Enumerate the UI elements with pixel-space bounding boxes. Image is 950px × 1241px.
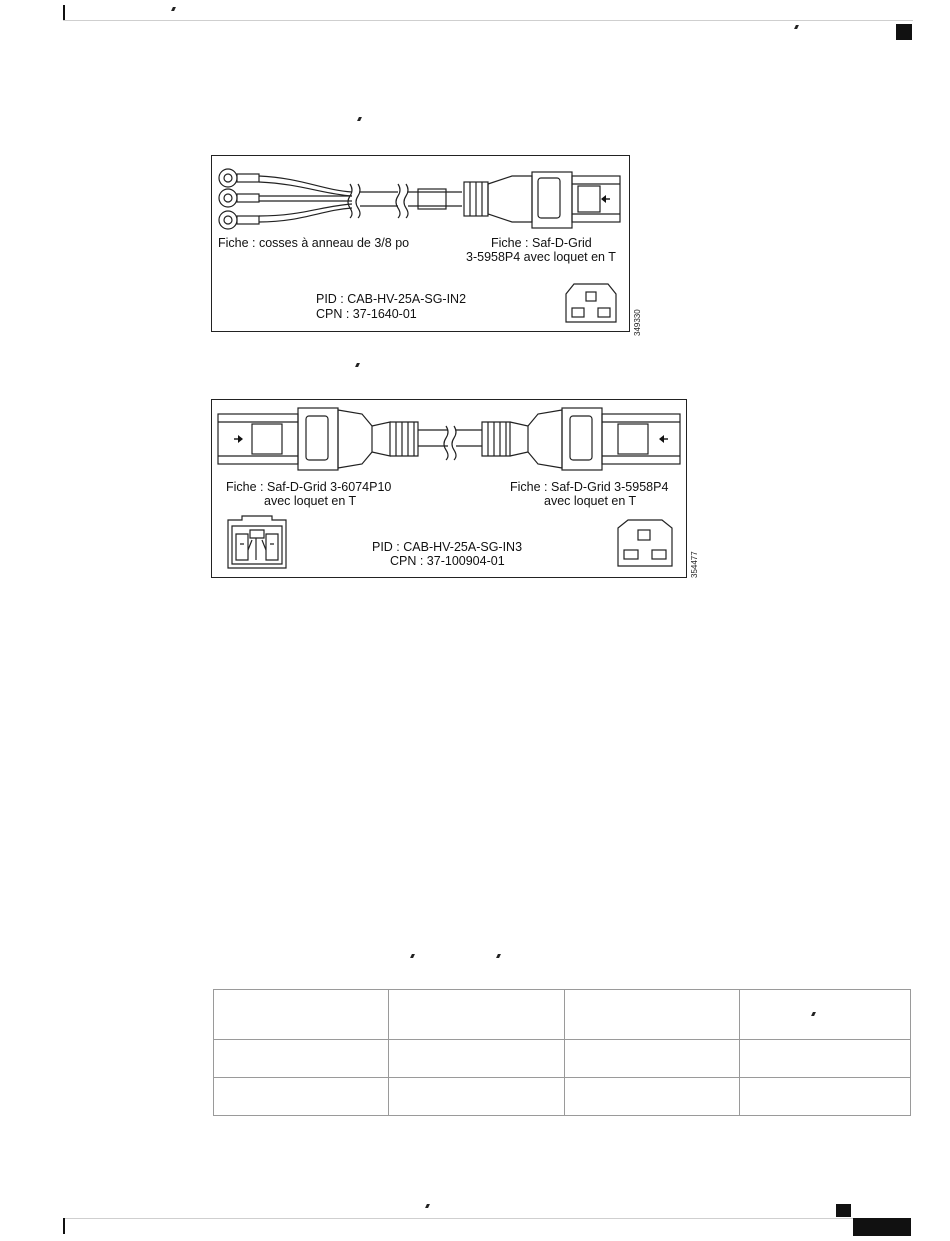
plug-right-label-line1: Fiche : Saf-D-Grid [491,236,592,250]
table-cell [740,1040,911,1078]
cable-in3-drawing [212,400,686,480]
figure-id: 349330 [633,309,642,336]
table-cell [565,1040,740,1078]
footer-square-marker [836,1204,851,1217]
table-cell [565,1078,740,1116]
table-caption-accent-1 [410,954,415,958]
figure-id: 354477 [690,551,699,578]
arrow-left-icon [659,435,668,443]
caption-accent-mark [357,117,362,121]
arrow-left-icon [601,195,610,203]
cpn-label: CPN : 37-1640-01 [316,307,417,321]
table-header-row [214,990,911,1040]
figure-cable-in2 [211,155,642,336]
header-accent-mark-right [794,25,799,29]
table-header-cell [214,990,389,1040]
plug-left-label: Fiche : cosses à anneau de 3/8 po [218,236,410,250]
pid-label: PID : CAB-HV-25A-SG-IN3 [372,540,523,554]
header-left-bar [63,5,65,21]
table-cell [389,1078,565,1116]
pid-label: PID : CAB-HV-25A-SG-IN2 [316,292,467,306]
plug-left-label-line1: Fiche : Saf-D-Grid 3-6074P10 [226,480,392,494]
plug-left-label-line2: avec loquet en T [264,494,357,508]
plug-right-label-line2: 3-5958P4 avec loquet en T [466,250,616,264]
arrow-right-to-left-icon [234,435,243,443]
plug-right-label-line1: Fiche : Saf-D-Grid 3-5958P4 [510,480,669,494]
socket-face-icon [612,518,678,572]
table-row [214,1078,911,1116]
figure-cable-in3 [211,399,699,578]
table-cell [740,1078,911,1116]
footer-accent-mark [425,1204,430,1208]
footer-left-bar [63,1218,65,1234]
table-header-cell [740,990,911,1040]
footer-rule [63,1218,853,1219]
cpn-label: CPN : 37-100904-01 [390,554,505,568]
header-square-marker [896,24,912,40]
connector-face-icon [220,514,296,572]
table-row [214,1040,911,1078]
ring-lug-icon [219,169,259,229]
page-number-tab [853,1218,911,1236]
table-caption-accent-2 [496,954,501,958]
caption-accent-mark-2 [355,363,360,367]
header-cell-accent [811,1012,816,1016]
cable-in2-drawing [212,156,629,246]
table-cell [214,1040,389,1078]
table-cell [214,1078,389,1116]
table-header-cell [389,990,565,1040]
plug-right-label-line2: avec loquet en T [544,494,637,508]
header-rule [63,20,913,21]
socket-face-icon [560,280,622,326]
table-cell [389,1040,565,1078]
table-header-cell [565,990,740,1040]
specs-table [213,989,911,1116]
header-accent-mark [171,7,176,11]
